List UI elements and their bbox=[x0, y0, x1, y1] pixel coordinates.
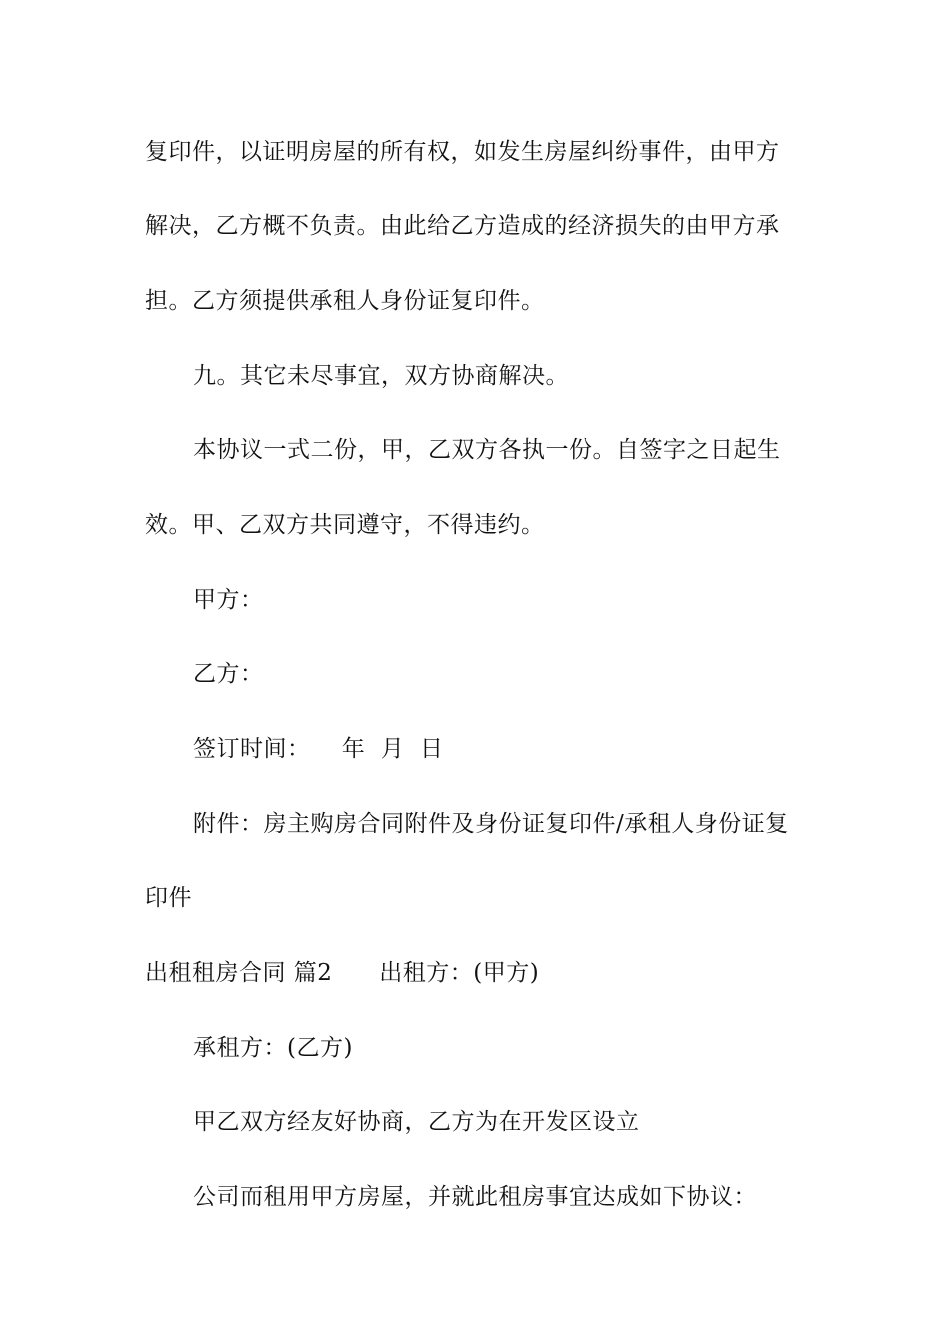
lessee-label: 承租方：(乙方) bbox=[193, 1035, 353, 1061]
paragraph-line: 担。乙方须提供承租人身份证复印件。 bbox=[145, 288, 545, 314]
section-heading: 出租租房合同 篇2 出租方：(甲方) bbox=[145, 960, 540, 986]
paragraph-line: 效。甲、乙双方共同遵守，不得违约。 bbox=[145, 512, 545, 538]
paragraph-line: 复印件，以证明房屋的所有权，如发生房屋纠纷事件，由甲方 bbox=[145, 139, 780, 165]
signing-date-label: 签订时间： 年 月 日 bbox=[193, 736, 444, 762]
party-b-signature-label: 乙方： bbox=[193, 661, 264, 687]
party-a-signature-label: 甲方： bbox=[193, 587, 264, 613]
paragraph-line: 甲乙双方经友好协商，乙方为在开发区设立 bbox=[193, 1109, 640, 1135]
paragraph-line: 解决，乙方概不负责。由此给乙方造成的经济损失的由甲方承 bbox=[145, 213, 780, 239]
paragraph-line: 公司而租用甲方房屋，并就此租房事宜达成如下协议： bbox=[193, 1184, 757, 1210]
paragraph-line: 本协议一式二份，甲，乙双方各执一份。自签字之日起生 bbox=[193, 437, 781, 463]
attachment-line: 印件 bbox=[145, 885, 192, 911]
attachment-line: 附件：房主购房合同附件及身份证复印件/承租人身份证复 bbox=[193, 811, 789, 837]
clause-nine: 九。其它未尽事宜，双方协商解决。 bbox=[193, 363, 569, 389]
